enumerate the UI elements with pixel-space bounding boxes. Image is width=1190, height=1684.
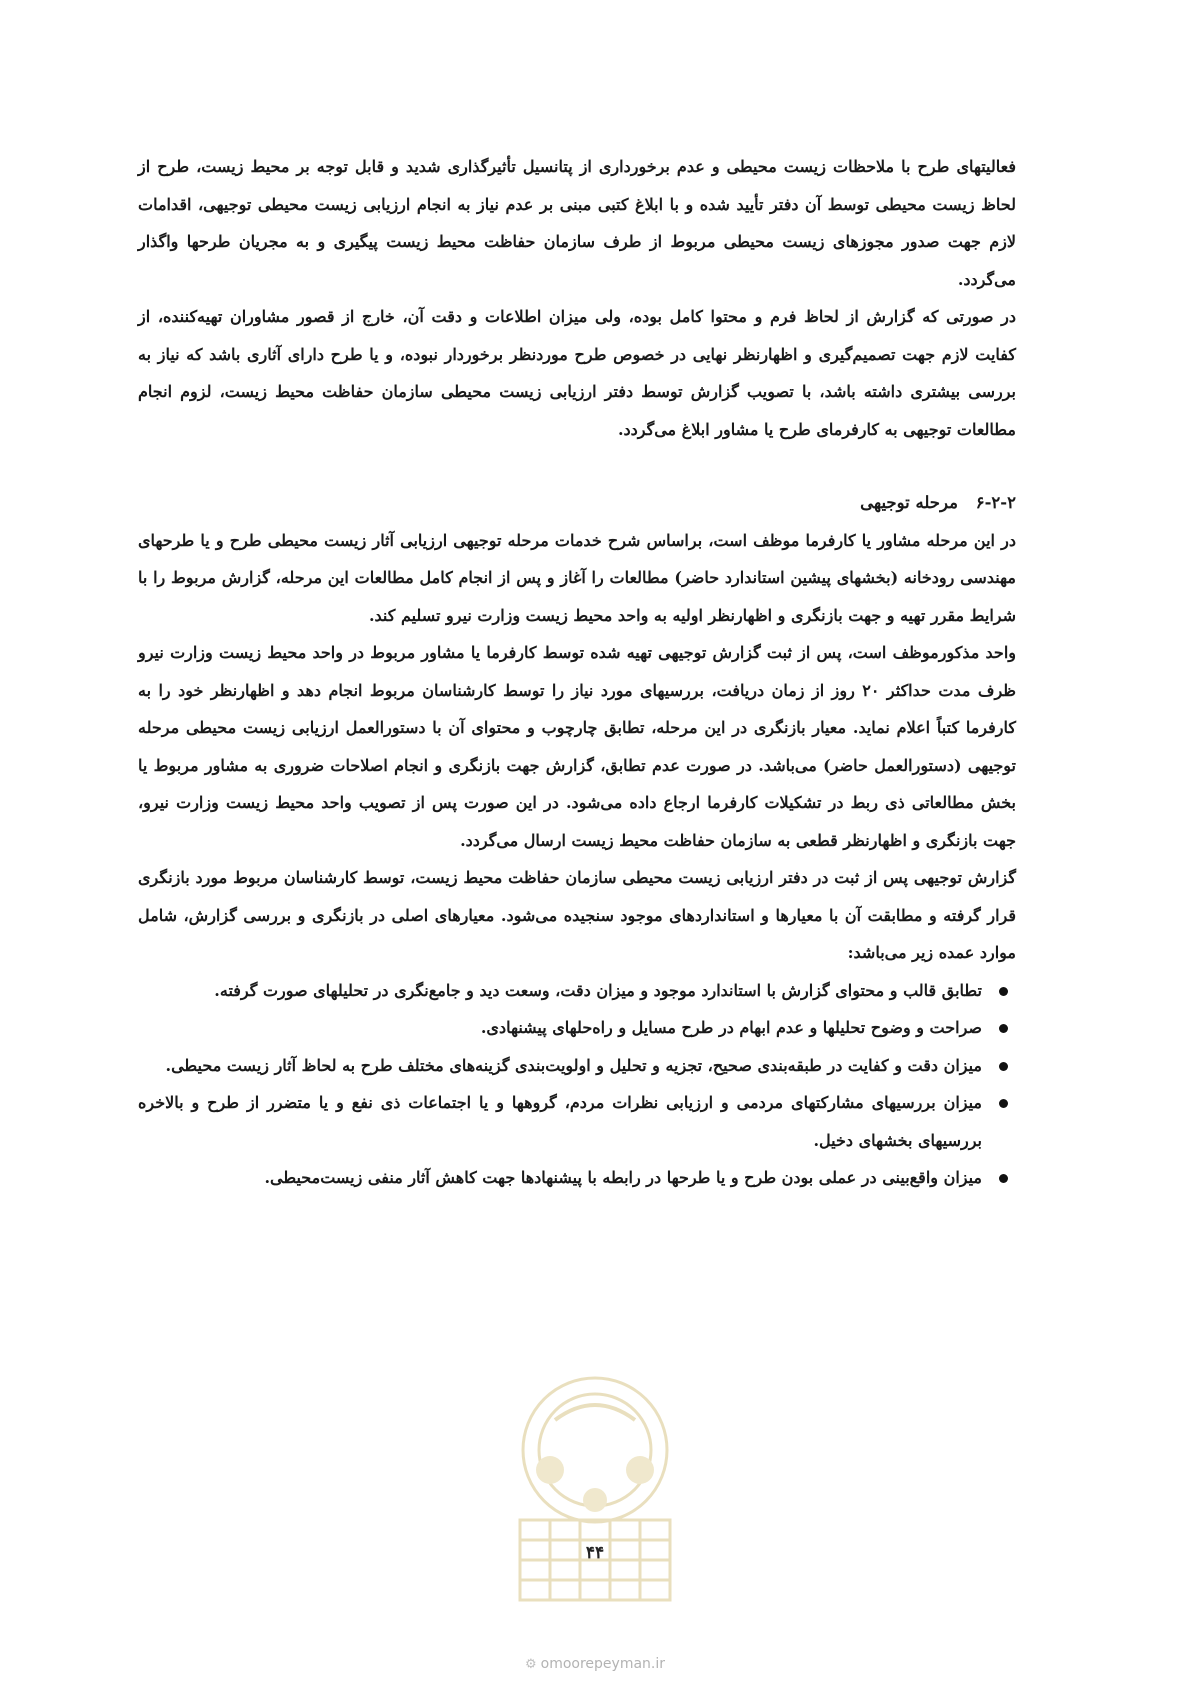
engineering-seal-watermark-icon — [480, 1360, 710, 1610]
paragraph: در این مرحله مشاور یا کارفرما موظف است، براساس شرح خدمات مرحله توجیهی ارزیابی آثار زیست محیطی طرح و یا طرحهای مهندسی رودخانه (بخشهای پیشین استاندارد حاضر) مطالعات را آغاز و پس از انجام کامل مطالعات این مرحله، گزارش مربوط را با شرایط مقرر تهیه و جهت بازنگری و اظهارنظر اولیه به واحد محیط زیست وزارت نیرو تسلیم کند. — [138, 530, 1017, 625]
paragraph: در صورتی که گزارش از لحاظ فرم و محتوا کامل بوده، ولی میزان اطلاعات و دقت آن، خارج از قصور مشاوران تهیه‌کننده، از کفایت لازم جهت تصمیم‌گیری و اظهارنظر نهایی در خصوص طرح موردنظر برخوردار نبوده، و یا طرح دارای آثاری باشد که نیاز به بررسی بیشتری داشته باشد، با تصویب گزارش توسط دفتر ارزیابی زیست محیطی سازمان حفاظت محیط زیست، لزوم انجام مطالعات توجیهی به کارفرمای طرح یا مشاور ابلاغ می‌گردد. — [138, 307, 1017, 439]
list-item — [138, 1084, 1016, 1159]
list-item — [138, 1047, 1016, 1085]
bullet-icon — [999, 1099, 1008, 1108]
list-item-text: میزان بررسیهای مشارکتهای مردمی و ارزیابی نظرات مردم، گروهها و یا اجتماعات ذی نفع و یا متضرر از طرح و بالاخره بررسیهای بخشهای دخیل. — [138, 1093, 982, 1150]
list-item — [138, 1009, 1016, 1047]
paragraph: فعالیتهای طرح با ملاحظات زیست محیطی و عدم برخورداری از پتانسیل تأثیرگذاری شدید و قابل توجه بر محیط زیست، طرح از لحاظ زیست محیطی توسط آن دفتر تأیید شده و با ابلاغ کتبی مبنی بر عدم نیاز به انجام ارزیابی زیست محیطی توجیهی، اقدامات لازم جهت صدور مجوزهای زیست محیطی مربوط از طرف سازمان حفاظت محیط زیست پیگیری و به مجریان طرحها واگذار می‌گردد. — [138, 157, 1016, 289]
bullet-icon — [999, 1062, 1008, 1071]
paragraph: واحد مذکورموظف است، پس از ثبت گزارش توجیهی تهیه شده توسط کارفرما یا مشاور مربوط در واحد محیط زیست وزارت نیرو ظرف مدت حداکثر ۲۰ روز از زمان دریافت، بررسیهای مورد نیاز را توسط کارشناسان مربوط انجام دهد و اظهارنظر خود را به کارفرما کتباً اعلام نماید. معیار بازنگری در این مرحله، تطابق چارچوب و محتوای آن با دستورالعمل ارزیابی زیست محیطی مرحله توجیهی (دستورالعمل حاضر) می‌باشد. در صورت عدم تطابق، گزارش جهت بازنگری و انجام اصلاحات ضروری به مشاور مربوط یا بخش مطالعاتی ذی ربط در تشکیلات کارفرما ارجاع داده می‌شود. در این صورت پس از تصویب واحد محیط زیست وزارت نیرو، جهت بازنگری و اظهارنظر قطعی به سازمان حفاظت محیط زیست ارسال می‌گردد. — [138, 643, 1017, 850]
footer-url: omoorepeyman.ir — [540, 1656, 666, 1672]
list-item-text: میزان واقع‌بینی در عملی بودن طرح و یا طرحها در رابطه با پیشنهادها جهت کاهش آثار منفی زیست‌محیطی. — [264, 1168, 982, 1187]
section-title: مرحله توجیهی — [860, 493, 958, 512]
gear-icon: ⚙ — [524, 1657, 537, 1672]
paragraph: گزارش توجیهی پس از ثبت در دفتر ارزیابی زیست محیطی سازمان حفاظت محیط زیست، توسط کارشناسان مربوط مورد بازنگری قرار گرفته و مطابقت آن با معیارها و استانداردهای موجود سنجیده می‌شود. معیارهای اصلی در بازنگری و بررسی گزارش، شامل موارد عمده زیر می‌باشد: — [138, 868, 1016, 962]
footer-watermark — [0, 1656, 1190, 1672]
list-item-text: صراحت و وضوح تحلیلها و عدم ابهام در طرح مسایل و راه‌حلهای پیشنهادی. — [480, 1018, 982, 1037]
list-item — [138, 972, 1016, 1010]
list-item-text: میزان دقت و کفایت در طبقه‌بندی صحیح، تجزیه و تحلیل و اولویت‌بندی گزینه‌های مختلف طرح به لحاظ آثار زیست محیطی. — [165, 1055, 982, 1075]
bullet-icon — [999, 1174, 1008, 1183]
section-heading — [138, 484, 1016, 522]
list-item — [138, 1159, 1016, 1197]
page-body — [138, 148, 1016, 1197]
page-number: ۴۴ — [585, 1543, 605, 1563]
list-item-text: تطابق قالب و محتوای گزارش با استاندارد موجود و میزان دقت، وسعت دید و جامع‌نگری در تحلیلهای صورت گرفته. — [214, 980, 982, 1000]
section-number: ۶-۲-۲ — [975, 493, 1016, 512]
bullet-icon — [999, 1024, 1008, 1033]
bullet-icon — [999, 987, 1008, 996]
criteria-list — [138, 972, 1016, 1197]
